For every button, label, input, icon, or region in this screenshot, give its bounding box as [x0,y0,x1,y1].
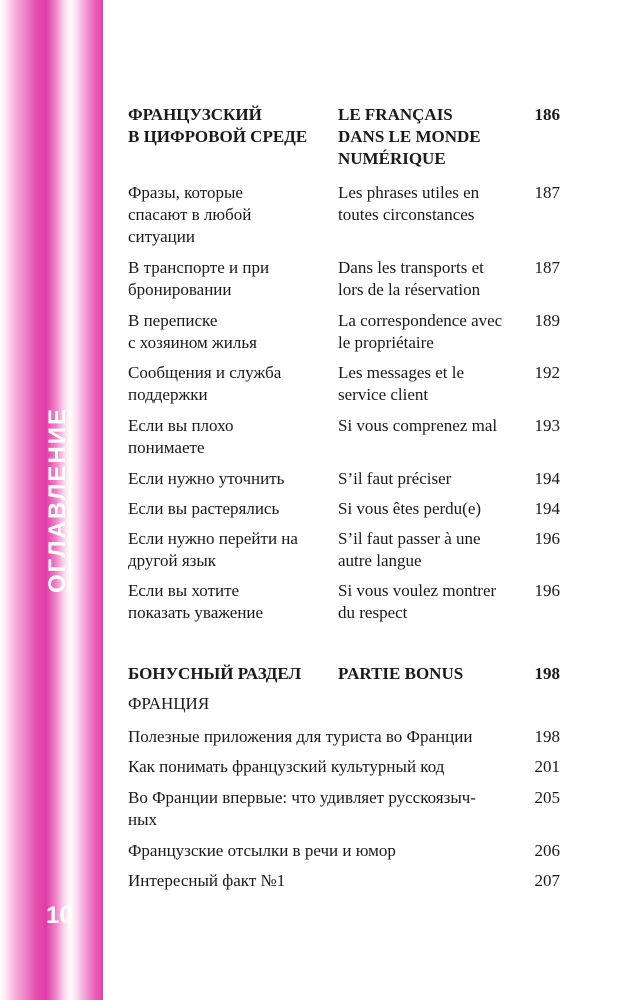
page-ref: 205 [534,788,560,807]
entry-ru: В транспорте и при бронировании [128,258,270,299]
entry-ru: Если нужно уточнить [128,469,285,488]
page-ref: 186 [534,105,560,124]
entry-fr: Les messages et le service client [338,363,465,404]
section-title-ru: ФРАНЦУЗСКИЙ В ЦИФРОВОЙ СРЕДЕ [128,105,308,146]
table-of-contents [128,104,564,890]
entry-ru: В переписке с хозяином жилья [128,311,257,352]
entry-text: Интересный факт №1 [128,871,286,890]
entry-fr: Si vous voulez montrer du respect [338,581,497,622]
entry-ru: Сообщения и служба поддержки [128,363,282,404]
page-ref: 196 [534,581,560,600]
page-ref: 194 [534,499,560,518]
page-ref: 187 [534,183,560,202]
section-title-fr: LE FRANÇAIS DANS LE MONDE NUMÉRIQUE [338,105,481,168]
page-ref: 193 [534,416,560,435]
entry-fr: Les phrases utiles en toutes circonstances [338,183,480,224]
page-ref: 206 [534,841,560,860]
entry-text: Полезные приложения для туриста во Франции [128,727,473,746]
page-ref: 196 [534,529,560,548]
page-ref: 198 [534,727,560,746]
entry-fr: S’il faut préciser [338,469,452,488]
page-number: 10 [46,902,73,929]
entry-fr: Si vous comprenez mal [338,416,498,435]
page-ref: 201 [534,757,560,776]
section-title-ru: БОНУСНЫЙ РАЗДЕЛ [128,664,302,683]
entry-fr: La correspondence avec le propriétaire [338,311,503,352]
entry-ru: Если вы плохо понимаете [128,416,234,457]
sidebar-title: ОГЛАВЛЕНИЕ [44,406,71,594]
entry-ru: Если вы растерялись [128,499,280,518]
entry-fr: S’il faut passer à une autre langue [338,529,481,570]
section-title-fr: PARTIE BONUS [338,664,464,683]
subsection-label: ФРАНЦИЯ [128,694,210,713]
entry-text: Французские отсылки в речи и юмор [128,841,396,860]
page-ref: 189 [534,311,560,330]
page-ref: 194 [534,469,560,488]
page-ref: 192 [534,363,560,382]
entry-text: Во Франции впервые: что удивляет русскоязыч- ных [128,788,476,829]
page-ref: 187 [534,258,560,277]
entry-fr: Dans les transports et lors de la réservation [338,258,484,299]
page-ref: 198 [534,664,560,683]
entry-ru: Фразы, которые спасают в любой ситуации [128,183,252,246]
page-ref: 207 [534,871,560,890]
entry-ru: Если вы хотите показать уважение [128,581,264,622]
entry-fr: Si vous êtes perdu(e) [338,499,482,518]
entry-text: Как понимать французский культурный код [128,757,445,776]
section-header-digital [128,104,564,170]
entry-ru: Если нужно перейти на другой язык [128,529,298,570]
